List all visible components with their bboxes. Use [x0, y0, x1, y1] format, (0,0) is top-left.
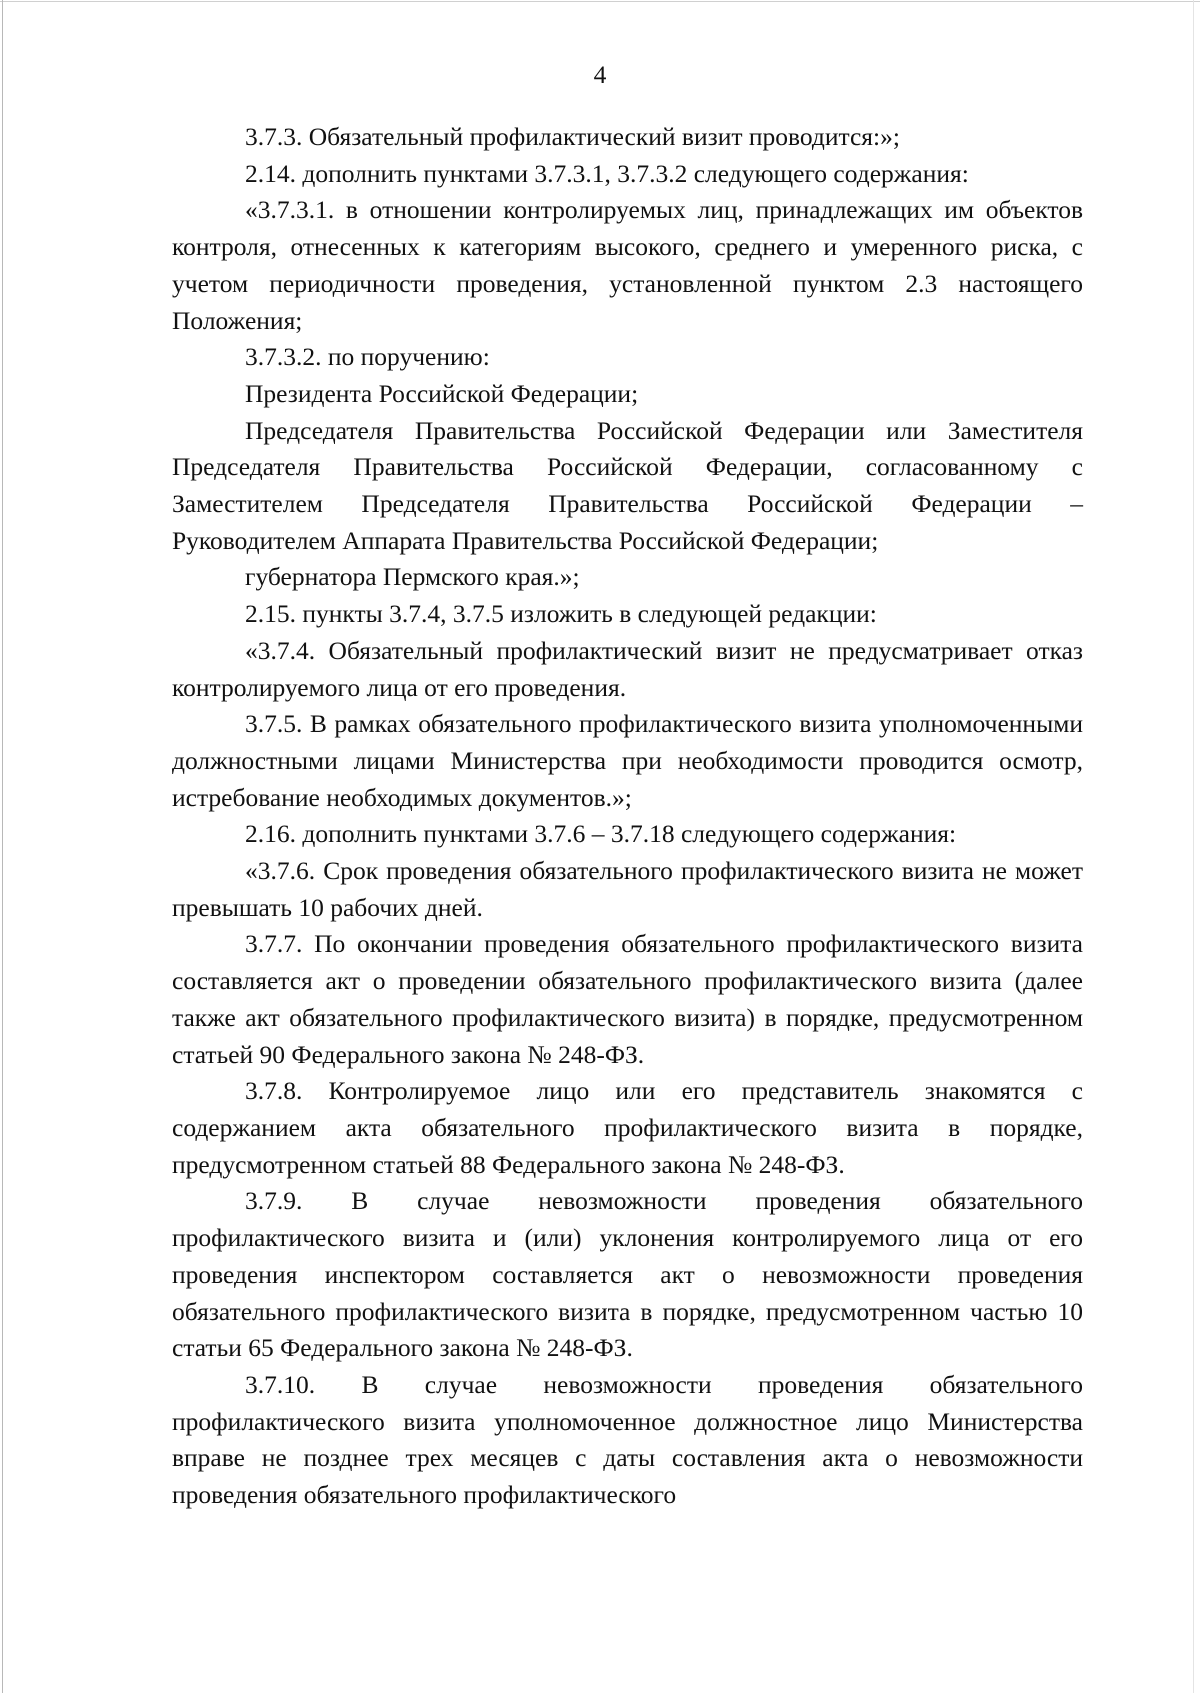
- paragraph-2-15: 2.15. пункты 3.7.4, 3.7.5 изложить в следующей редакции:: [245, 599, 877, 629]
- paragraph-president: Президента Российской Федерации;: [245, 378, 639, 408]
- scan-edge-left: [2, 0, 3, 1693]
- paragraph-3-7-9: 3.7.9. В случае невозможности проведения обязательного профилактического визита и (или) уклонения контролируемого лица от его проведения инспектором составляется акт о невозможности проведения обязательного профилактического визита в порядке, предусмотренном частью 10 статьи 65 Федерального закона № 248-ФЗ.: [172, 1186, 1083, 1363]
- paragraph-3-7-3: 3.7.3. Обязательный профилактический визит проводится:»;: [245, 122, 900, 151]
- paragraph-governor: губернатора Пермского края.»;: [245, 562, 580, 592]
- scan-edge-right: [1193, 0, 1194, 1693]
- paragraph-2-14: 2.14. дополнить пунктами 3.7.3.1, 3.7.3.2 следующего содержания:: [245, 158, 969, 188]
- paragraph-3-7-10: 3.7.10. В случае невозможности проведения обязательного профилактического визита уполномоченное должностное лицо Министерства вправе не позднее трех месяцев с даты составления акта о невозможности проведения обязательного профилактического: [172, 1369, 1083, 1510]
- paragraph-3-7-3-1: «3.7.3.1. в отношении контролируемых лиц, принадлежащих им объектов контроля, отнесенных к категориям высокого, среднего и умеренного риска, с учетом периодичности проведения, установленной пунктом 2.3 настоящего Положения;: [172, 195, 1083, 335]
- paragraph-3-7-6: «3.7.6. Срок проведения обязательного профилактического визита не может превышать 10 рабочих дней.: [172, 856, 1083, 922]
- page-number: 4: [593, 60, 607, 89]
- paragraph-3-7-4: «3.7.4. Обязательный профилактический визит не предусматривает отказ контролируемого лица от его проведения.: [172, 635, 1083, 702]
- paragraph-government-chair: Председателя Правительства Российской Федерации или Заместителя Председателя Правительства Российской Федерации, согласованному с Заместителем Председателя Правительства Российской Федерации – Руководителем Аппарата Правительства Российской Федерации;: [172, 415, 1083, 555]
- paragraph-3-7-8: 3.7.8. Контролируемое лицо или его представитель знакомятся с содержанием акта обязательного профилактического визита в порядке, предусмотренном статьей 88 Федерального закона № 248-ФЗ.: [172, 1076, 1083, 1179]
- paragraph-3-7-3-2: 3.7.3.2. по поручению:: [245, 342, 490, 372]
- scan-edge-top: [0, 1, 1200, 2]
- paragraph-3-7-7: 3.7.7. По окончании проведения обязательного профилактического визита составляется акт о проведении обязательного профилактического визита (далее также акт обязательного профилактического визита) в порядке, предусмотренном статьей 90 Федерального закона № 248-ФЗ.: [172, 929, 1083, 1069]
- document-body: [172, 119, 1083, 1514]
- paragraph-2-16: 2.16. дополнить пунктами 3.7.6 – 3.7.18 следующего содержания:: [245, 819, 957, 849]
- paragraph-3-7-5: 3.7.5. В рамках обязательного профилактического визита уполномоченными должностными лицами Министерства при необходимости проводится осмотр, истребование необходимых документов.»;: [172, 709, 1083, 812]
